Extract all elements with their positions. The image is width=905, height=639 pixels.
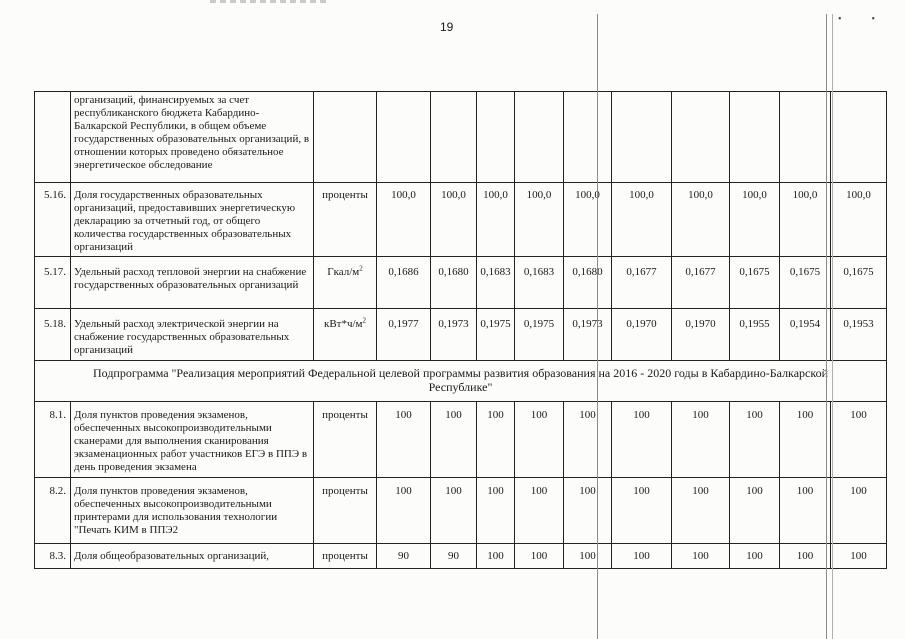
indicator-name: Доля общеобразовательных организаций, bbox=[71, 544, 314, 569]
value-cell bbox=[730, 92, 780, 183]
subprogram-row bbox=[35, 361, 887, 402]
value-cell: 100 bbox=[730, 478, 780, 544]
value-cell: 100 bbox=[477, 544, 515, 569]
value-cell: 100 bbox=[477, 478, 515, 544]
unit-superscript: 2 bbox=[359, 264, 363, 273]
table-row bbox=[35, 183, 887, 257]
value-cell: 100 bbox=[672, 402, 730, 478]
value-cell: 100,0 bbox=[730, 183, 780, 257]
indicator-name: организаций, финансируемых за счет республиканского бюджета Кабардино-Балкарской Республики, в общем объеме государственных образовательных организаций, в отношении которых проведено обязательное энергетическое обследование bbox=[71, 92, 314, 183]
value-cell: 0,1977 bbox=[377, 309, 431, 361]
value-cell: 0,1955 bbox=[730, 309, 780, 361]
value-cell: 100,0 bbox=[564, 183, 612, 257]
value-cell: 100 bbox=[831, 544, 887, 569]
unit-cell bbox=[314, 257, 377, 309]
scan-dots: •• bbox=[838, 14, 905, 25]
value-cell bbox=[612, 92, 672, 183]
value-cell: 0,1683 bbox=[515, 257, 564, 309]
unit-base: Гкал/м bbox=[327, 266, 360, 278]
unit-cell: проценты bbox=[314, 183, 377, 257]
value-cell: 100 bbox=[377, 402, 431, 478]
value-cell: 0,1970 bbox=[612, 309, 672, 361]
row-number: 8.1. bbox=[35, 402, 71, 478]
value-cell: 100 bbox=[377, 478, 431, 544]
value-cell bbox=[377, 92, 431, 183]
value-cell: 0,1677 bbox=[672, 257, 730, 309]
page-number: 19 bbox=[440, 20, 454, 34]
unit-cell bbox=[314, 309, 377, 361]
scan-artifact bbox=[210, 0, 330, 3]
row-number: 5.17. bbox=[35, 257, 71, 309]
table-row bbox=[35, 544, 887, 569]
value-cell: 100 bbox=[612, 402, 672, 478]
value-cell: 100 bbox=[564, 544, 612, 569]
scan-fold-line bbox=[597, 14, 598, 639]
table-row bbox=[35, 309, 887, 361]
value-cell: 100 bbox=[730, 544, 780, 569]
value-cell: 100 bbox=[672, 544, 730, 569]
indicator-name: Доля пунктов проведения экзаменов, обеспеченных высокопроизводительными сканерами для выполнения сканирования экзаменационных работ участников ЕГЭ в ППЭ в день проведения экзамена bbox=[71, 402, 314, 478]
value-cell: 0,1680 bbox=[431, 257, 477, 309]
value-cell bbox=[515, 92, 564, 183]
value-cell: 100,0 bbox=[831, 183, 887, 257]
row-number: 8.2. bbox=[35, 478, 71, 544]
unit-cell: проценты bbox=[314, 544, 377, 569]
value-cell: 100 bbox=[780, 544, 831, 569]
value-cell: 0,1675 bbox=[831, 257, 887, 309]
value-cell: 100,0 bbox=[780, 183, 831, 257]
value-cell: 0,1973 bbox=[564, 309, 612, 361]
value-cell: 100,0 bbox=[672, 183, 730, 257]
value-cell: 0,1975 bbox=[515, 309, 564, 361]
row-number: 8.3. bbox=[35, 544, 71, 569]
value-cell: 0,1686 bbox=[377, 257, 431, 309]
value-cell: 100 bbox=[831, 478, 887, 544]
value-cell: 0,1680 bbox=[564, 257, 612, 309]
value-cell: 100 bbox=[780, 478, 831, 544]
value-cell: 100,0 bbox=[477, 183, 515, 257]
value-cell: 100 bbox=[612, 478, 672, 544]
value-cell: 100,0 bbox=[431, 183, 477, 257]
value-cell: 100 bbox=[515, 544, 564, 569]
scan-fold-line bbox=[832, 14, 833, 639]
value-cell: 0,1683 bbox=[477, 257, 515, 309]
unit-cell bbox=[314, 92, 377, 183]
unit-superscript: 2 bbox=[362, 316, 367, 325]
value-cell: 100,0 bbox=[612, 183, 672, 257]
value-cell: 100 bbox=[672, 478, 730, 544]
value-cell bbox=[831, 92, 887, 183]
value-cell: 100 bbox=[515, 402, 564, 478]
value-cell: 100 bbox=[431, 478, 477, 544]
table-row bbox=[35, 402, 887, 478]
value-cell: 100,0 bbox=[377, 183, 431, 257]
value-cell: 100 bbox=[477, 402, 515, 478]
value-cell: 0,1953 bbox=[831, 309, 887, 361]
unit-cell: проценты bbox=[314, 402, 377, 478]
value-cell bbox=[672, 92, 730, 183]
value-cell bbox=[477, 92, 515, 183]
value-cell: 100 bbox=[515, 478, 564, 544]
row-number: 5.16. bbox=[35, 183, 71, 257]
indicator-name: Доля пунктов проведения экзаменов, обеспеченных высокопроизводительными принтерами для использования технологии "Печать КИМ в ППЭ2 bbox=[71, 478, 314, 544]
value-cell: 0,1970 bbox=[672, 309, 730, 361]
scan-fold-line bbox=[826, 14, 827, 639]
value-cell: 100 bbox=[564, 402, 612, 478]
subprogram-title: Подпрограмма "Реализация мероприятий Федеральной целевой программы развития образования на 2016 - 2020 годы в Кабардино-Балкарской Республике" bbox=[35, 361, 887, 402]
value-cell bbox=[780, 92, 831, 183]
row-number bbox=[35, 92, 71, 183]
value-cell: 100 bbox=[831, 402, 887, 478]
value-cell: 100 bbox=[431, 402, 477, 478]
value-cell: 90 bbox=[431, 544, 477, 569]
indicator-name: Удельный расход электрической энергии на снабжение государственных образовательных организаций bbox=[71, 309, 314, 361]
unit-base: кВт*ч/м bbox=[323, 318, 363, 330]
value-cell: 100,0 bbox=[515, 183, 564, 257]
value-cell: 0,1975 bbox=[477, 309, 515, 361]
value-cell: 0,1675 bbox=[730, 257, 780, 309]
unit-cell: проценты bbox=[314, 478, 377, 544]
value-cell: 90 bbox=[377, 544, 431, 569]
indicators-table bbox=[34, 91, 887, 569]
indicator-name: Доля государственных образовательных организаций, предоставивших энергетическую декларацию за отчетный год, от общего количества государственных образовательных организаций bbox=[71, 183, 314, 257]
value-cell: 100 bbox=[612, 544, 672, 569]
row-number: 5.18. bbox=[35, 309, 71, 361]
value-cell: 0,1973 bbox=[431, 309, 477, 361]
table-row bbox=[35, 92, 887, 183]
value-cell: 100 bbox=[564, 478, 612, 544]
value-cell: 100 bbox=[780, 402, 831, 478]
value-cell: 0,1954 bbox=[780, 309, 831, 361]
value-cell: 0,1677 bbox=[612, 257, 672, 309]
value-cell: 0,1675 bbox=[780, 257, 831, 309]
value-cell bbox=[431, 92, 477, 183]
value-cell bbox=[564, 92, 612, 183]
table-row bbox=[35, 257, 887, 309]
table-row bbox=[35, 478, 887, 544]
value-cell: 100 bbox=[730, 402, 780, 478]
indicator-name: Удельный расход тепловой энергии на снабжение государственных образовательных организаций bbox=[71, 257, 314, 309]
